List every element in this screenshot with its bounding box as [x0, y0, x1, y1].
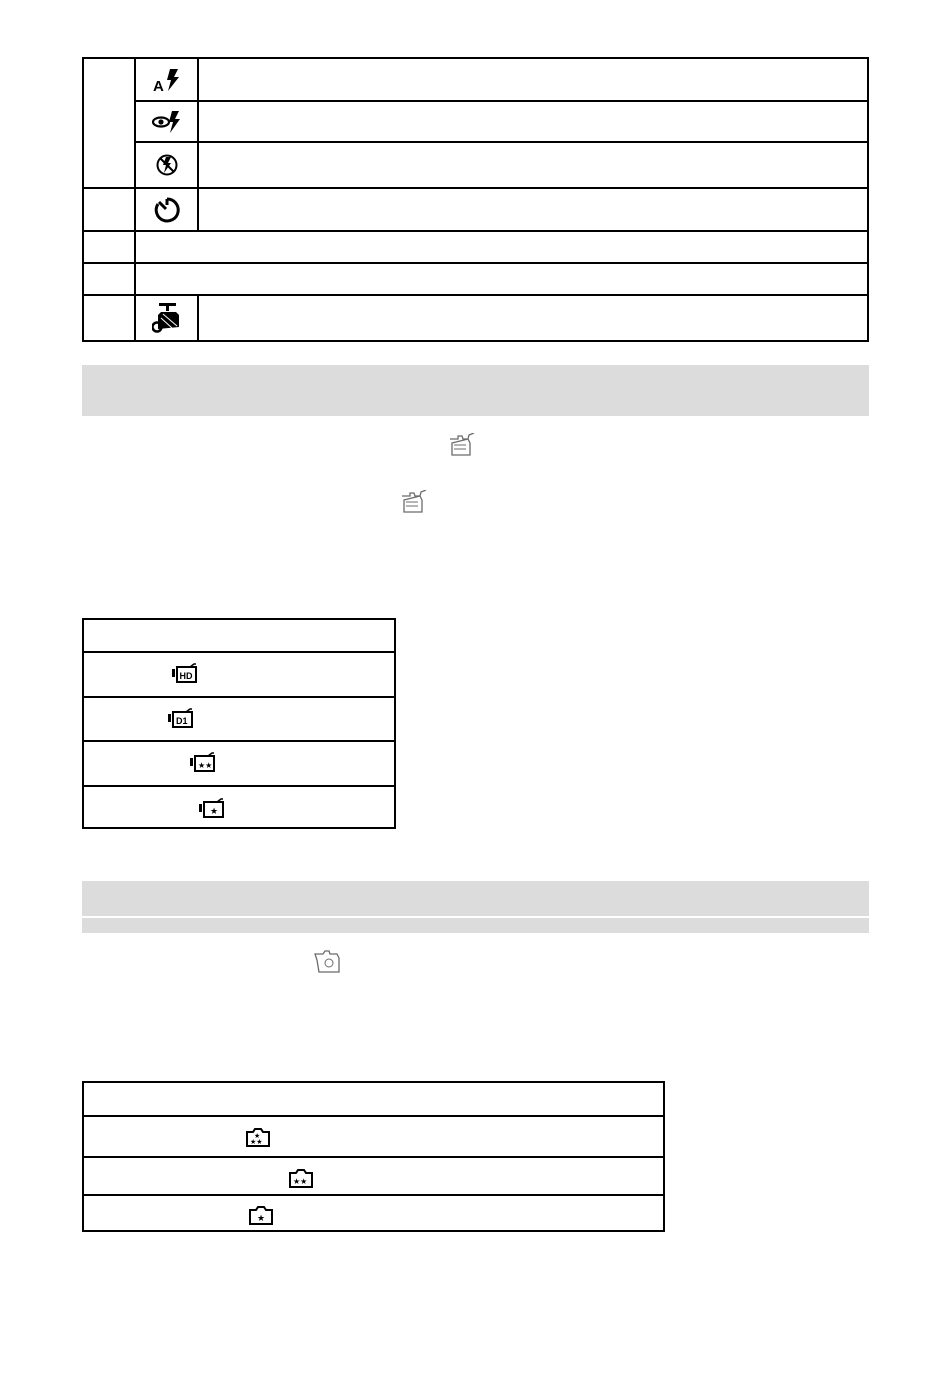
self-timer-icon	[136, 189, 197, 230]
video-d1-icon	[168, 708, 194, 730]
section-header-bar	[82, 365, 869, 416]
svg-text:HD: HD	[179, 671, 193, 681]
video-hd-icon	[172, 663, 198, 685]
svg-text:★★: ★★	[198, 761, 213, 770]
svg-text:★★: ★★	[250, 1139, 263, 1146]
table-bottom-border	[82, 340, 869, 342]
table-row	[84, 696, 394, 740]
photo-quality-table	[82, 1081, 665, 1232]
svg-text:D1: D1	[176, 716, 188, 726]
table-top-border	[82, 57, 869, 59]
column-divider	[197, 57, 199, 232]
row-divider	[82, 294, 869, 296]
svg-text:★: ★	[257, 1213, 266, 1223]
pointing-hand-icon	[400, 490, 430, 521]
flash-red-eye-icon	[136, 102, 197, 141]
video-vga-icon	[190, 752, 216, 774]
table-row	[84, 651, 394, 696]
row-divider	[82, 187, 869, 189]
table-row	[84, 620, 394, 653]
video-resolution-table	[82, 618, 396, 829]
row-divider	[82, 230, 869, 232]
table-row	[84, 1194, 663, 1232]
table-row	[84, 1115, 663, 1156]
row-divider	[135, 141, 869, 143]
table-row	[84, 1083, 663, 1117]
table-row	[84, 1156, 663, 1194]
column-divider	[197, 294, 199, 342]
quality-fine-icon	[246, 1127, 270, 1147]
pointing-hand-icon	[448, 433, 478, 464]
video-qvga-icon	[199, 798, 225, 820]
pointing-hand-icon	[313, 948, 343, 979]
flash-off-icon	[136, 143, 197, 187]
quality-normal-icon	[289, 1168, 313, 1188]
quality-economy-icon	[249, 1205, 273, 1225]
table-row	[84, 740, 394, 785]
svg-text:A: A	[152, 77, 164, 93]
flash-auto-icon	[136, 59, 197, 100]
row-divider	[135, 100, 869, 102]
svg-text:★: ★	[210, 806, 219, 816]
table-left-border	[82, 57, 84, 342]
section-header-bar	[82, 881, 869, 916]
section-header-bar-lower	[82, 918, 869, 933]
table-row	[84, 785, 394, 829]
svg-text:★: ★	[254, 1133, 261, 1140]
table-right-border	[867, 57, 869, 342]
tripod-camera-icon	[136, 296, 197, 340]
svg-text:★★: ★★	[293, 1177, 308, 1186]
row-divider	[82, 262, 869, 264]
